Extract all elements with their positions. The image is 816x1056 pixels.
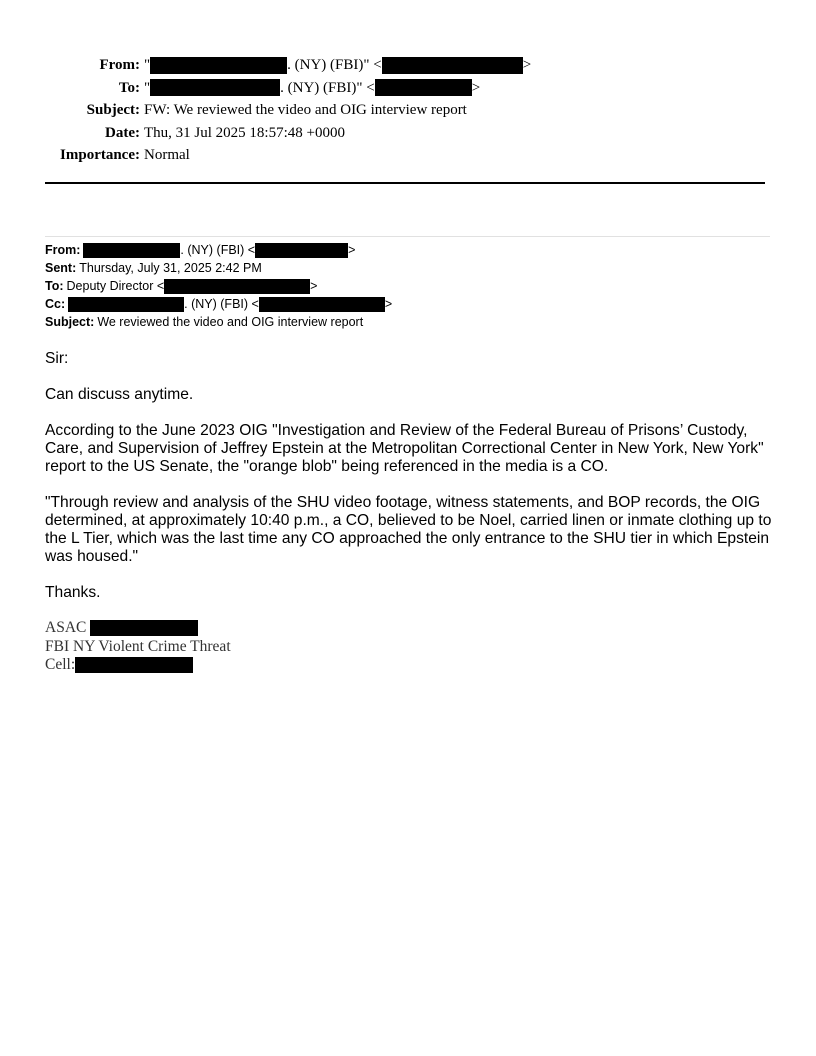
forwarded-header [45, 241, 765, 331]
redacted-cc-email [259, 297, 385, 312]
fwd-from-close: > [348, 243, 356, 257]
greeting: Sir: [45, 350, 69, 367]
fwd-from-org: . (NY) (FBI) < [180, 243, 256, 257]
email-header [40, 54, 560, 167]
signature-title: ASAC [45, 619, 87, 636]
fwd-cc-row [45, 295, 765, 313]
body-paragraph-oig-report: According to the June 2023 OIG "Investigation and Review of the Federal Bureau of Prisons’ Custody, Care, and Supervision of Jeffrey Epstein at the Metropolitan Correctional Center in New York, New York" report to the US Senate, the "orange blob" being referenced in the media is a CO. [45, 422, 764, 475]
to-org: . (NY) (FBI)" < [280, 79, 375, 96]
header-to-row [40, 77, 560, 100]
fwd-sent-label: Sent: [45, 261, 77, 275]
from-quote: " [144, 57, 151, 73]
redacted-fwd-sender-email [255, 243, 348, 258]
fwd-cc-label: Cc: [45, 297, 66, 311]
header-importance-row [40, 144, 560, 167]
from-close: > [522, 57, 532, 73]
redacted-cc-name [68, 297, 184, 312]
body-paragraph-quote: "Through review and analysis of the SHU video footage, witness statements, and BOP records, the OIG determined, at approximately 10:40 p.m., a CO, believed to be Noel, carried linen or inmate clothing up to the L Tier, which was the last time any CO approached the only entrance to the SHU tier in which Epstein was housed." [45, 494, 772, 565]
fwd-from-row [45, 241, 765, 259]
to-label: To: [118, 79, 140, 96]
from-label: From: [99, 57, 140, 73]
redacted-sender-name [150, 57, 287, 74]
message-body [45, 350, 773, 620]
redacted-recipient-name [150, 79, 280, 96]
importance-label: Importance: [60, 147, 140, 163]
body-line-discuss: Can discuss anytime. [45, 386, 194, 403]
signature-cell-label: Cell: [45, 656, 76, 673]
redacted-fwd-recipient-email [164, 279, 310, 294]
fwd-sent-value: Thursday, July 31, 2025 2:42 PM [79, 261, 262, 275]
fwd-subject-label: Subject: [45, 315, 95, 329]
subject-label: Subject: [86, 102, 140, 118]
subject-value: FW: We reviewed the video and OIG interview report [144, 102, 467, 118]
signature-title-row [45, 619, 445, 638]
header-date-row [40, 122, 560, 145]
header-divider [45, 182, 765, 184]
fwd-cc-org: . (NY) (FBI) < [184, 297, 259, 311]
fwd-subject-value: We reviewed the video and OIG interview report [97, 315, 364, 329]
fwd-cc-close: > [384, 297, 393, 311]
signature-block [45, 619, 445, 675]
fwd-to-label: To: [45, 279, 64, 293]
closing: Thanks. [45, 584, 101, 601]
fwd-to-row [45, 277, 765, 295]
redacted-signature-name [90, 620, 198, 636]
date-value: Thu, 31 Jul 2025 18:57:48 +0000 [144, 124, 345, 141]
header-subject-row [40, 99, 560, 122]
signature-cell-row [45, 656, 445, 675]
redacted-fwd-sender-name [83, 243, 180, 258]
to-quote: " [144, 79, 151, 96]
redacted-cell-number [75, 657, 193, 673]
fwd-from-label: From: [45, 243, 81, 257]
forward-divider [45, 236, 770, 237]
fwd-sent-row [45, 259, 765, 277]
fwd-to-prefix: Deputy Director < [66, 279, 165, 293]
fwd-subject-row [45, 313, 765, 331]
header-from-row [40, 54, 560, 77]
signature-unit: FBI NY Violent Crime Threat [45, 637, 231, 655]
fwd-to-close: > [310, 279, 318, 293]
importance-value: Normal [144, 147, 190, 163]
to-close: > [471, 79, 481, 96]
date-label: Date: [105, 124, 140, 141]
redacted-sender-email [382, 57, 523, 74]
redacted-recipient-email [375, 79, 472, 96]
from-org: . (NY) (FBI)" < [287, 57, 382, 73]
signature-unit-row [45, 638, 445, 657]
